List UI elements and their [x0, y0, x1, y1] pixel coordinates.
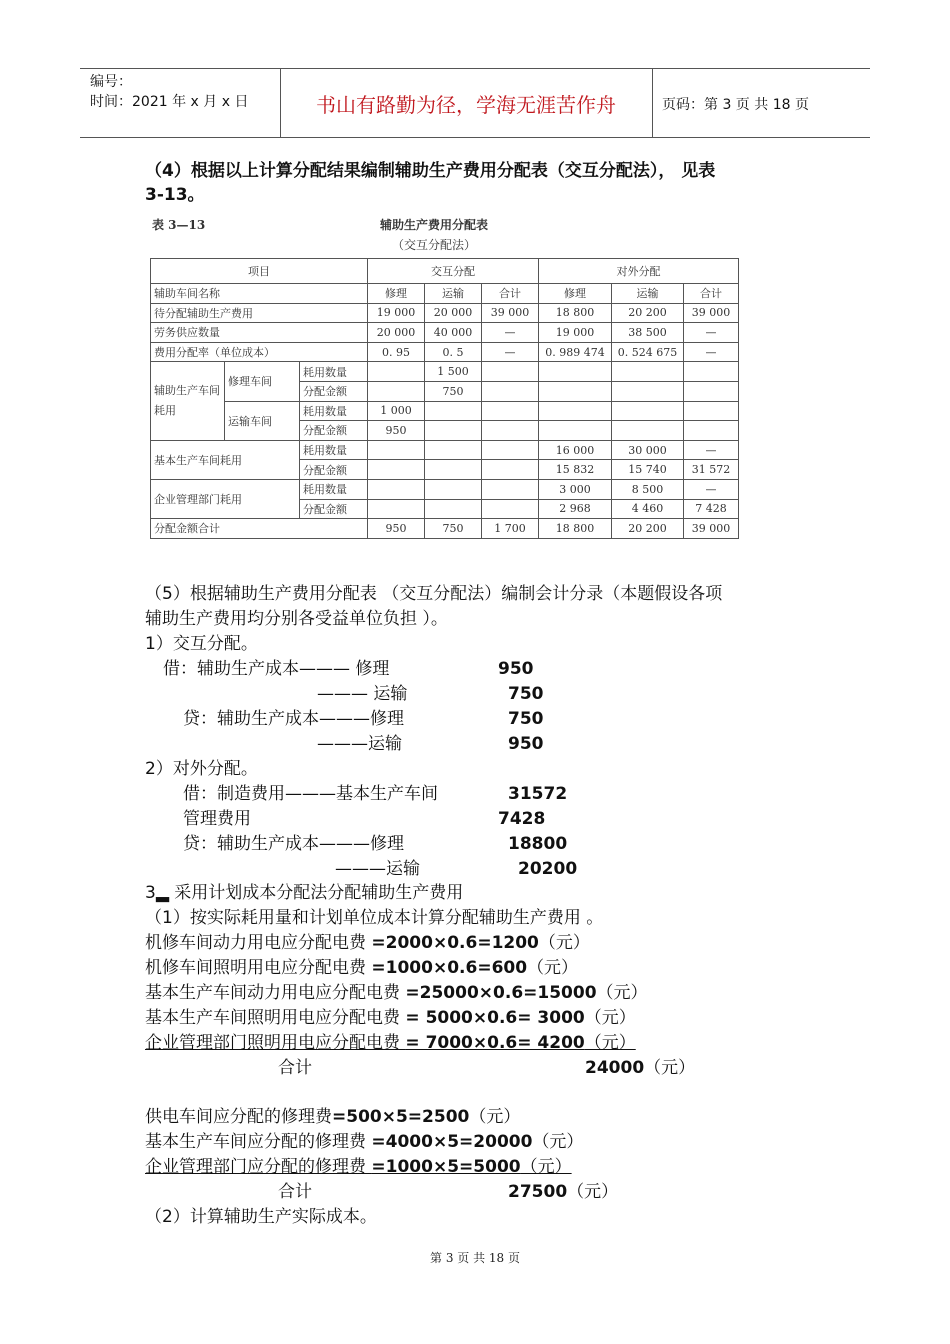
calc-line: 机修车间照明用电应分配电费 =1000×0.6=600（元） — [145, 958, 579, 978]
calc-line: 基本生产车间应分配的修理费 =4000×5=20000（元） — [145, 1132, 584, 1152]
table-cell: — — [684, 342, 739, 362]
header-page-cell — [652, 69, 870, 137]
table-cell — [368, 479, 425, 499]
group-admin: 企业管理部门耗用 — [151, 479, 300, 518]
table-cell: 16 000 — [539, 440, 612, 460]
entry1-debit2-amount: 750 — [508, 684, 544, 704]
table-cell: 18 800 — [539, 519, 612, 539]
table-cell: 39 000 — [684, 519, 739, 539]
sub-label: 分配金额 — [300, 421, 368, 441]
total-label: 合计 — [278, 1182, 312, 1202]
sub-label: 耗用数量 — [300, 362, 368, 382]
table-head-row — [151, 259, 739, 284]
table-cell: 8 500 — [612, 479, 684, 499]
table-cell: 950 — [368, 421, 425, 441]
table-cell — [482, 440, 539, 460]
section4-line1: （4）根据以上计算分配结果编制辅助生产费用分配表（交互分配法）， 见表 — [145, 161, 716, 181]
table-cell — [684, 362, 739, 382]
table-cell: 合计 — [482, 284, 539, 304]
page-number: 页码：第 3 页 共 18 页 — [662, 97, 809, 113]
table-cell — [684, 381, 739, 401]
table-cell: 20 000 — [368, 323, 425, 343]
table-cell — [368, 381, 425, 401]
table-cell: 30 000 — [612, 440, 684, 460]
entry2-debit2: 管理费用 — [183, 809, 251, 829]
table-cell — [684, 401, 739, 421]
calc-line: 基本生产车间动力用电应分配电费 =25000×0.6=15000（元） — [145, 983, 648, 1003]
table-cell: 0. 989 474 — [539, 342, 612, 362]
table-cell: 1 000 — [368, 401, 425, 421]
table-cell: 20 000 — [425, 303, 482, 323]
section4-line2: 3-13。 — [145, 185, 205, 205]
table-cell: — — [684, 323, 739, 343]
table-row — [151, 303, 739, 323]
table-cell — [368, 460, 425, 480]
table-subtitle: （交互分配法） — [392, 238, 477, 252]
calc-line: 企业管理部门应分配的修理费 =1000×5=5000（元） — [145, 1157, 572, 1177]
table-cell: — — [482, 342, 539, 362]
table-cell: 750 — [425, 381, 482, 401]
page-footer: 第 3 页 共 18 页 — [430, 1251, 520, 1265]
table-cell — [539, 362, 612, 382]
table-cell: 运输 — [612, 284, 684, 304]
table-cell: 0. 5 — [425, 342, 482, 362]
table-cell: 40 000 — [425, 323, 482, 343]
table-cell — [368, 440, 425, 460]
table-cell — [425, 499, 482, 519]
entry1-debit2: ——— 运输 — [317, 684, 408, 704]
table-cell — [539, 421, 612, 441]
table-row — [151, 401, 739, 421]
table-cell — [425, 460, 482, 480]
entry1-heading: 1）交互分配。 — [145, 634, 258, 654]
table-cell: 合计 — [684, 284, 739, 304]
table-cell — [482, 479, 539, 499]
table-cell: 15 832 — [539, 460, 612, 480]
table-row — [151, 479, 739, 499]
table-cell — [425, 479, 482, 499]
table-cell: 38 500 — [612, 323, 684, 343]
table-cell: 39 000 — [482, 303, 539, 323]
table-cell: 15 740 — [612, 460, 684, 480]
table-cell — [612, 401, 684, 421]
table-cell: 0. 524 675 — [612, 342, 684, 362]
total-value: 27500（元） — [508, 1182, 619, 1202]
table-total-row — [151, 519, 739, 539]
table-cell: 0. 95 — [368, 342, 425, 362]
group-transport-shop: 运输车间 — [225, 401, 300, 440]
group-repair-shop: 修理车间 — [225, 362, 300, 401]
calc-line: 基本生产车间照明用电应分配电费 = 5000×0.6= 3000（元） — [145, 1008, 636, 1028]
table-cell: — — [482, 323, 539, 343]
table-cell: 950 — [368, 519, 425, 539]
table-cell: 修理 — [368, 284, 425, 304]
row-label: 劳务供应数量 — [151, 323, 368, 343]
sub-label: 分配金额 — [300, 460, 368, 480]
table-cell — [425, 401, 482, 421]
table-label: 表 3—13 — [152, 218, 206, 232]
allocation-table — [150, 258, 739, 539]
section5-line2: 辅助生产费用均分别各受益单位负担 ）。 — [145, 609, 448, 629]
sub-label: 耗用数量 — [300, 479, 368, 499]
entry2-credit2-amount: 20200 — [518, 859, 578, 879]
row-label: 辅助车间名称 — [151, 284, 368, 304]
head-item: 项目 — [151, 259, 368, 284]
table-cell — [612, 362, 684, 382]
page-header — [80, 68, 870, 138]
date-label: 时间：2021 年 x 月 x 日 — [90, 94, 249, 110]
entry1-credit2-amount: 950 — [508, 734, 544, 754]
table-cell — [612, 421, 684, 441]
calc-line: 企业管理部门照明用电应分配电费 = 7000×0.6= 4200（元） — [145, 1033, 636, 1053]
entry2-debit-amount: 31572 — [508, 784, 568, 804]
section3-title: 3▂ 采用计划成本分配法分配辅助生产费用 — [145, 883, 464, 903]
table-cell — [368, 362, 425, 382]
table-cell — [684, 421, 739, 441]
table-cell: 19 000 — [539, 323, 612, 343]
table-row — [151, 440, 739, 460]
table-cell: 7 428 — [684, 499, 739, 519]
table-cell — [482, 499, 539, 519]
table-cell: 修理 — [539, 284, 612, 304]
entry1-credit-amount: 750 — [508, 709, 544, 729]
table-cell — [425, 440, 482, 460]
entry2-debit2-amount: 7428 — [498, 809, 546, 829]
entry2-heading: 2）对外分配。 — [145, 759, 258, 779]
table-cell — [425, 421, 482, 441]
table-cell: 20 200 — [612, 303, 684, 323]
head-mutual: 交互分配 — [368, 259, 539, 284]
table-cell — [539, 401, 612, 421]
table-cell — [539, 381, 612, 401]
table-cell — [482, 401, 539, 421]
entry2-credit2: ———运输 — [335, 859, 420, 879]
table-cell: 1 500 — [425, 362, 482, 382]
sub-label: 耗用数量 — [300, 401, 368, 421]
section3-p2: （2）计算辅助生产实际成本。 — [145, 1207, 377, 1227]
row-label: 分配金额合计 — [151, 519, 368, 539]
table-cell: 20 200 — [612, 519, 684, 539]
table-cell: 运输 — [425, 284, 482, 304]
entry1-credit: 贷：辅助生产成本———修理 — [183, 709, 404, 729]
table-cell: — — [684, 440, 739, 460]
table-title: 辅助生产费用分配表 — [380, 218, 489, 232]
calc-line: 供电车间应分配的修理费=500×5=2500（元） — [145, 1107, 521, 1127]
sub-label: 分配金额 — [300, 499, 368, 519]
group-aux: 辅助生产车间耗用 — [151, 362, 225, 440]
table-cell: 3 000 — [539, 479, 612, 499]
table-cell: 18 800 — [539, 303, 612, 323]
entry1-credit2: ———运输 — [317, 734, 402, 754]
total-value: 24000（元） — [585, 1058, 696, 1078]
table-cell — [482, 362, 539, 382]
table-row — [151, 362, 739, 382]
table-cell: 2 968 — [539, 499, 612, 519]
table-row — [151, 342, 739, 362]
table-cell — [482, 421, 539, 441]
sub-label: 分配金额 — [300, 381, 368, 401]
section3-p1: （1）按实际耗用量和计划单位成本计算分配辅助生产费用 。 — [145, 908, 604, 928]
sub-label: 耗用数量 — [300, 440, 368, 460]
header-meta — [80, 69, 281, 137]
row-label: 待分配辅助生产费用 — [151, 303, 368, 323]
table-cell — [482, 460, 539, 480]
table-row — [151, 284, 739, 304]
header-motto-cell — [280, 69, 653, 137]
serial-label: 编号： — [90, 74, 132, 90]
head-external: 对外分配 — [539, 259, 739, 284]
total-label: 合计 — [278, 1058, 312, 1078]
entry1-debit-amount: 950 — [498, 659, 534, 679]
section5-line1: （5）根据辅助生产费用分配表 （交互分配法）编制会计分录（本题假设各项 — [145, 584, 723, 604]
entry2-debit: 借：制造费用———基本生产车间 — [183, 784, 438, 804]
table-cell: 39 000 — [684, 303, 739, 323]
table-cell — [612, 381, 684, 401]
row-label: 费用分配率（单位成本） — [151, 342, 368, 362]
table-cell: 750 — [425, 519, 482, 539]
entry1-debit: 借：辅助生产成本——— 修理 — [163, 659, 390, 679]
table-cell: 19 000 — [368, 303, 425, 323]
table-cell: — — [684, 479, 739, 499]
entry2-credit: 贷：辅助生产成本———修理 — [183, 834, 404, 854]
table-cell — [482, 381, 539, 401]
table-cell — [368, 499, 425, 519]
group-basic: 基本生产车间耗用 — [151, 440, 300, 479]
table-cell: 31 572 — [684, 460, 739, 480]
table-cell: 1 700 — [482, 519, 539, 539]
entry2-credit-amount: 18800 — [508, 834, 568, 854]
table-cell: 4 460 — [612, 499, 684, 519]
calc-line: 机修车间动力用电应分配电费 =2000×0.6=1200（元） — [145, 933, 590, 953]
table-row — [151, 323, 739, 343]
motto: 书山有路勤为径，学海无涯苦作舟 — [316, 93, 616, 117]
